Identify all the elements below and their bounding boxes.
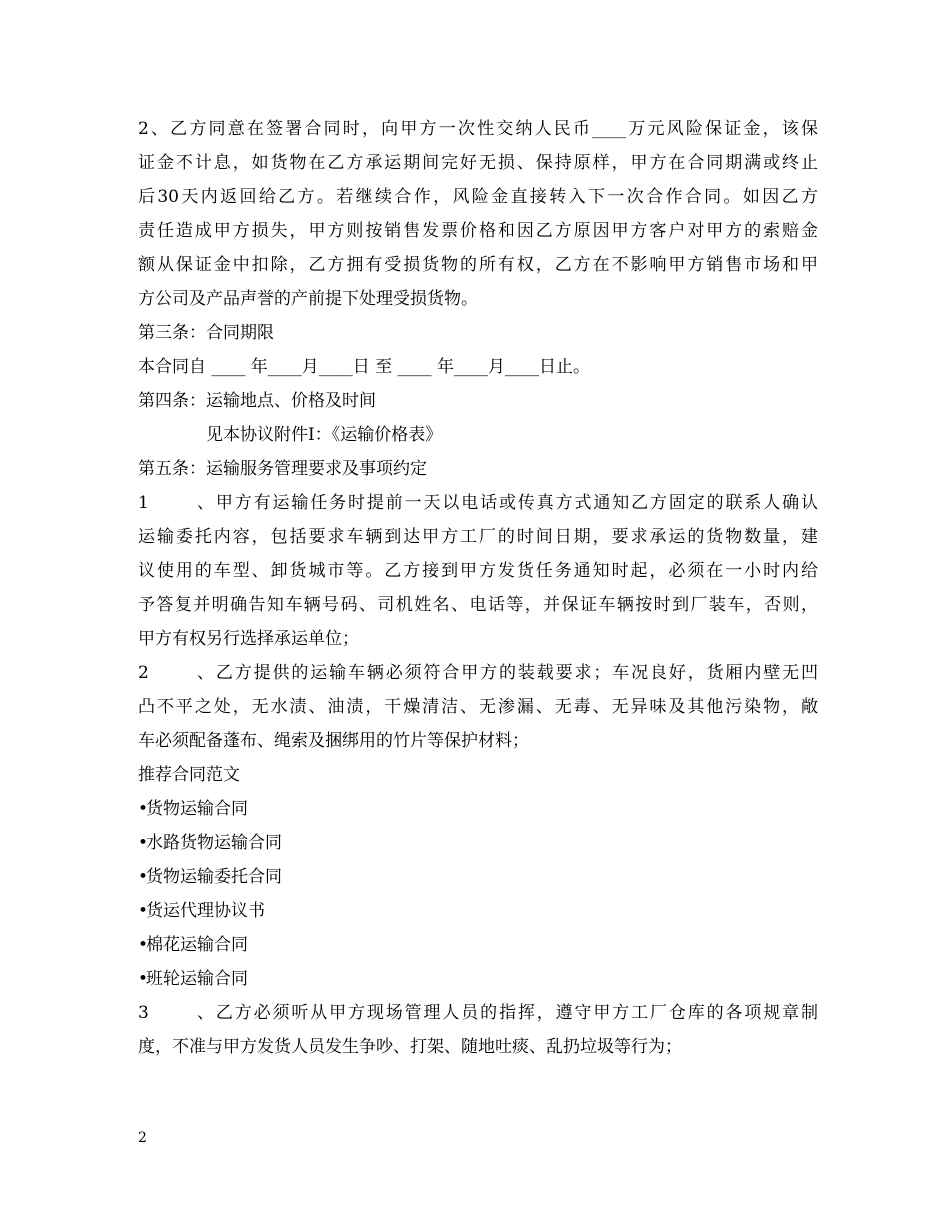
recommended-item[interactable] xyxy=(138,928,818,962)
recommended-link[interactable]: 水路货物运输合同 xyxy=(146,833,282,853)
article-5-heading: 第五条：运输服务管理要求及事项约定 xyxy=(138,459,427,479)
paragraph-line: 度，不准与甲方发货人员发生争吵、打架、随地吐痰、乱扔垃圾等行为； xyxy=(138,1037,682,1057)
bullet-icon: • xyxy=(138,799,149,819)
article-3-heading: 第三条：合同期限 xyxy=(138,323,274,343)
recommended-link[interactable]: 棉花运输合同 xyxy=(146,935,248,955)
paragraph-line: 后30天内返回给乙方。若继续合作，风险金直接转入下一次合作合同。如因乙方 xyxy=(138,187,818,207)
bullet-icon: • xyxy=(138,969,149,989)
recommended-item[interactable] xyxy=(138,894,818,928)
paragraph-line: 方公司及产品声誉的产前提下处理受损货物。 xyxy=(138,289,478,309)
item-number: 2、 xyxy=(138,663,214,683)
paragraph-line: 证金不计息，如货物在乙方承运期间完好无损、保持原样，甲方在合同期满或终止 xyxy=(138,153,818,173)
item-text: 乙方提供的运输车辆必须符合甲方的装载要求；车况良好，货厢内壁无凹 xyxy=(214,663,818,683)
item-text: 甲方有运输任务时提前一天以电话或传真方式通知乙方固定的联系人确认 xyxy=(214,493,818,513)
paragraph-line: 额从保证金中扣除，乙方拥有受损货物的所有权，乙方在不影响甲方销售市场和甲 xyxy=(138,255,818,275)
paragraph-line: 议使用的车型、卸货城市等。乙方接到甲方发货任务通知时起，必须在一小时内给 xyxy=(138,561,818,581)
item-text: 乙方必须听从甲方现场管理人员的指挥，遵守甲方工厂仓库的各项规章制 xyxy=(214,1003,818,1023)
paragraph-line xyxy=(138,486,818,520)
recommended-heading: 推荐合同范文 xyxy=(138,765,240,785)
item-number: 1、 xyxy=(138,493,214,513)
recommended-link[interactable]: 班轮运输合同 xyxy=(146,969,248,989)
article-5-item-1 xyxy=(138,486,818,656)
recommended-item[interactable] xyxy=(138,962,818,996)
paragraph-line xyxy=(138,996,818,1030)
recommended-list xyxy=(138,792,818,996)
paragraph-line: 责任造成甲方损失，甲方则按销售发票价格和因乙方原因甲方客户对甲方的索赔金 xyxy=(138,221,818,241)
annex-reference: 见本协议附件Ⅰ：《运输价格表》 xyxy=(206,425,443,445)
bullet-icon: • xyxy=(138,935,149,955)
paragraph-line: 车必须配备蓬布、绳索及捆绑用的竹片等保护材料； xyxy=(138,731,529,751)
page-number: 2 xyxy=(138,1130,147,1146)
contract-term-line: 本合同自 ____ 年____月____日 至 ____ 年____月____日止。 xyxy=(138,357,591,377)
bullet-icon: • xyxy=(138,833,149,853)
paragraph-line: 凸不平之处，无水渍、油渍，干燥清洁、无渗漏、无毒、无异味及其他污染物，敞 xyxy=(138,697,818,717)
paragraph-line: 甲方有权另行选择承运单位； xyxy=(138,629,359,649)
recommended-item[interactable] xyxy=(138,792,818,826)
recommended-link[interactable]: 货运代理协议书 xyxy=(146,901,265,921)
recommended-link[interactable]: 货物运输合同 xyxy=(146,799,248,819)
item-number: 3、 xyxy=(138,1003,214,1023)
paragraph-line xyxy=(138,656,818,690)
recommended-link[interactable]: 货物运输委托合同 xyxy=(146,867,282,887)
bullet-icon: • xyxy=(138,867,149,887)
bullet-icon: • xyxy=(138,901,149,921)
paragraph-line: 2、乙方同意在签署合同时，向甲方一次性交纳人民币____万元风险保证金，该保 xyxy=(138,119,818,139)
article-5-item-3 xyxy=(138,996,818,1064)
clause-2-paragraph xyxy=(138,112,818,316)
recommended-item[interactable] xyxy=(138,826,818,860)
paragraph-line: 运输委托内容，包括要求车辆到达甲方工厂的时间日期，要求承运的货物数量，建 xyxy=(138,527,818,547)
recommended-item[interactable] xyxy=(138,860,818,894)
paragraph-line: 予答复并明确告知车辆号码、司机姓名、电话等，并保证车辆按时到厂装车，否则， xyxy=(138,595,818,615)
document-body xyxy=(138,112,818,1064)
article-5-item-2 xyxy=(138,656,818,758)
article-4-heading: 第四条：运输地点、价格及时间 xyxy=(138,391,376,411)
